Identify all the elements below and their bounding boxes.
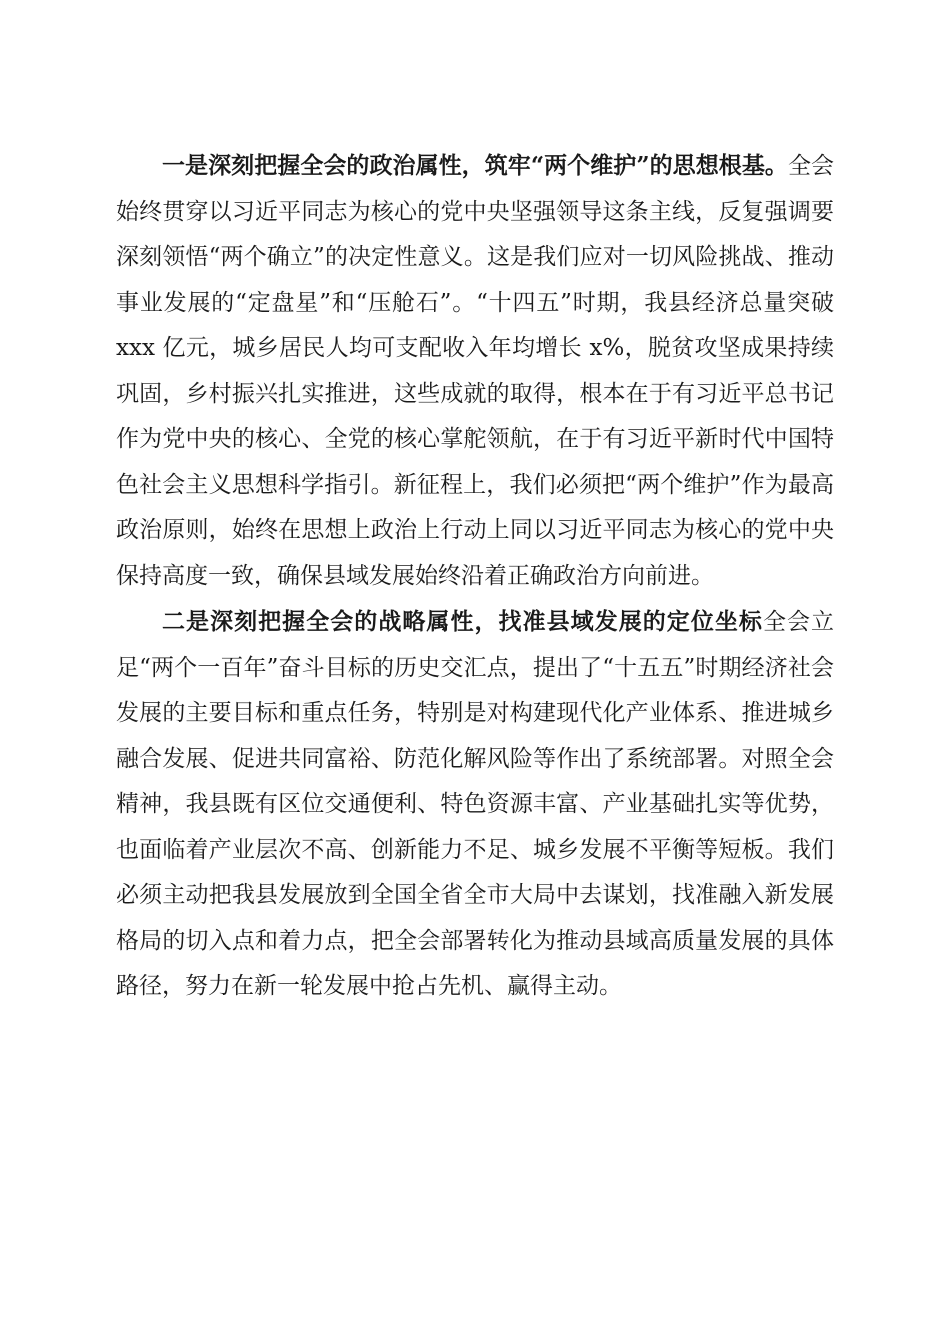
paragraph-text: 全会立足“两个一百年”奋斗目标的历史交汇点，提出了“十五五”时期经济社会发展的主要目标和重点任务，特别是对构建现代化产业体系、推进城乡融合发展、促进共同富裕、防范化解风险等作出了系统部署。对照全会精神，我县既有区位交通便利、特色资源丰富、产业基础扎实等优势，也面临着产业层次不高、创新能力不足、城乡发展不平衡等短板。我们必须主动把我县发展放到全国全省全市大局中去谋划，找准融入新发展格局的切入点和着力点，把全会部署转化为推动县域高质量发展的具体路径，努力在新一轮发展中抢占先机、赢得主动。	[116, 609, 835, 999]
paragraph-political-attribute	[116, 143, 834, 599]
paragraph-text: 全会始终贯穿以习近平同志为核心的党中央坚强领导这条主线，反复强调要深刻领悟“两个确立”的决定性意义。这是我们应对一切风险挑战、推动事业发展的“定盘星”和“压舱石”。“十四五”时期，我县经济总量突破 xxx 亿元，城乡居民人均可支配收入年均增长 x%，脱贫攻坚成果持续巩固，乡村振兴扎实推进，这些成就的取得，根本在于有习近平总书记作为党中央的核心、全党的核心掌舵领航，在于有习近平新时代中国特色社会主义思想科学指引。新征程上，我们必须把“两个维护”作为最高政治原则，始终在思想上政治上行动上同以习近平同志为核心的党中央保持高度一致，确保县域发展始终沿着正确政治方向前进。	[116, 153, 834, 589]
paragraph-lead: 一是深刻把握全会的政治属性，筑牢“两个维护”的思想根基。	[162, 152, 788, 179]
paragraph-lead: 二是深刻把握全会的战略属性，找准县域发展的定位坐标	[162, 608, 763, 635]
document-body	[116, 143, 834, 1010]
paragraph-strategic-attribute	[116, 599, 834, 1010]
